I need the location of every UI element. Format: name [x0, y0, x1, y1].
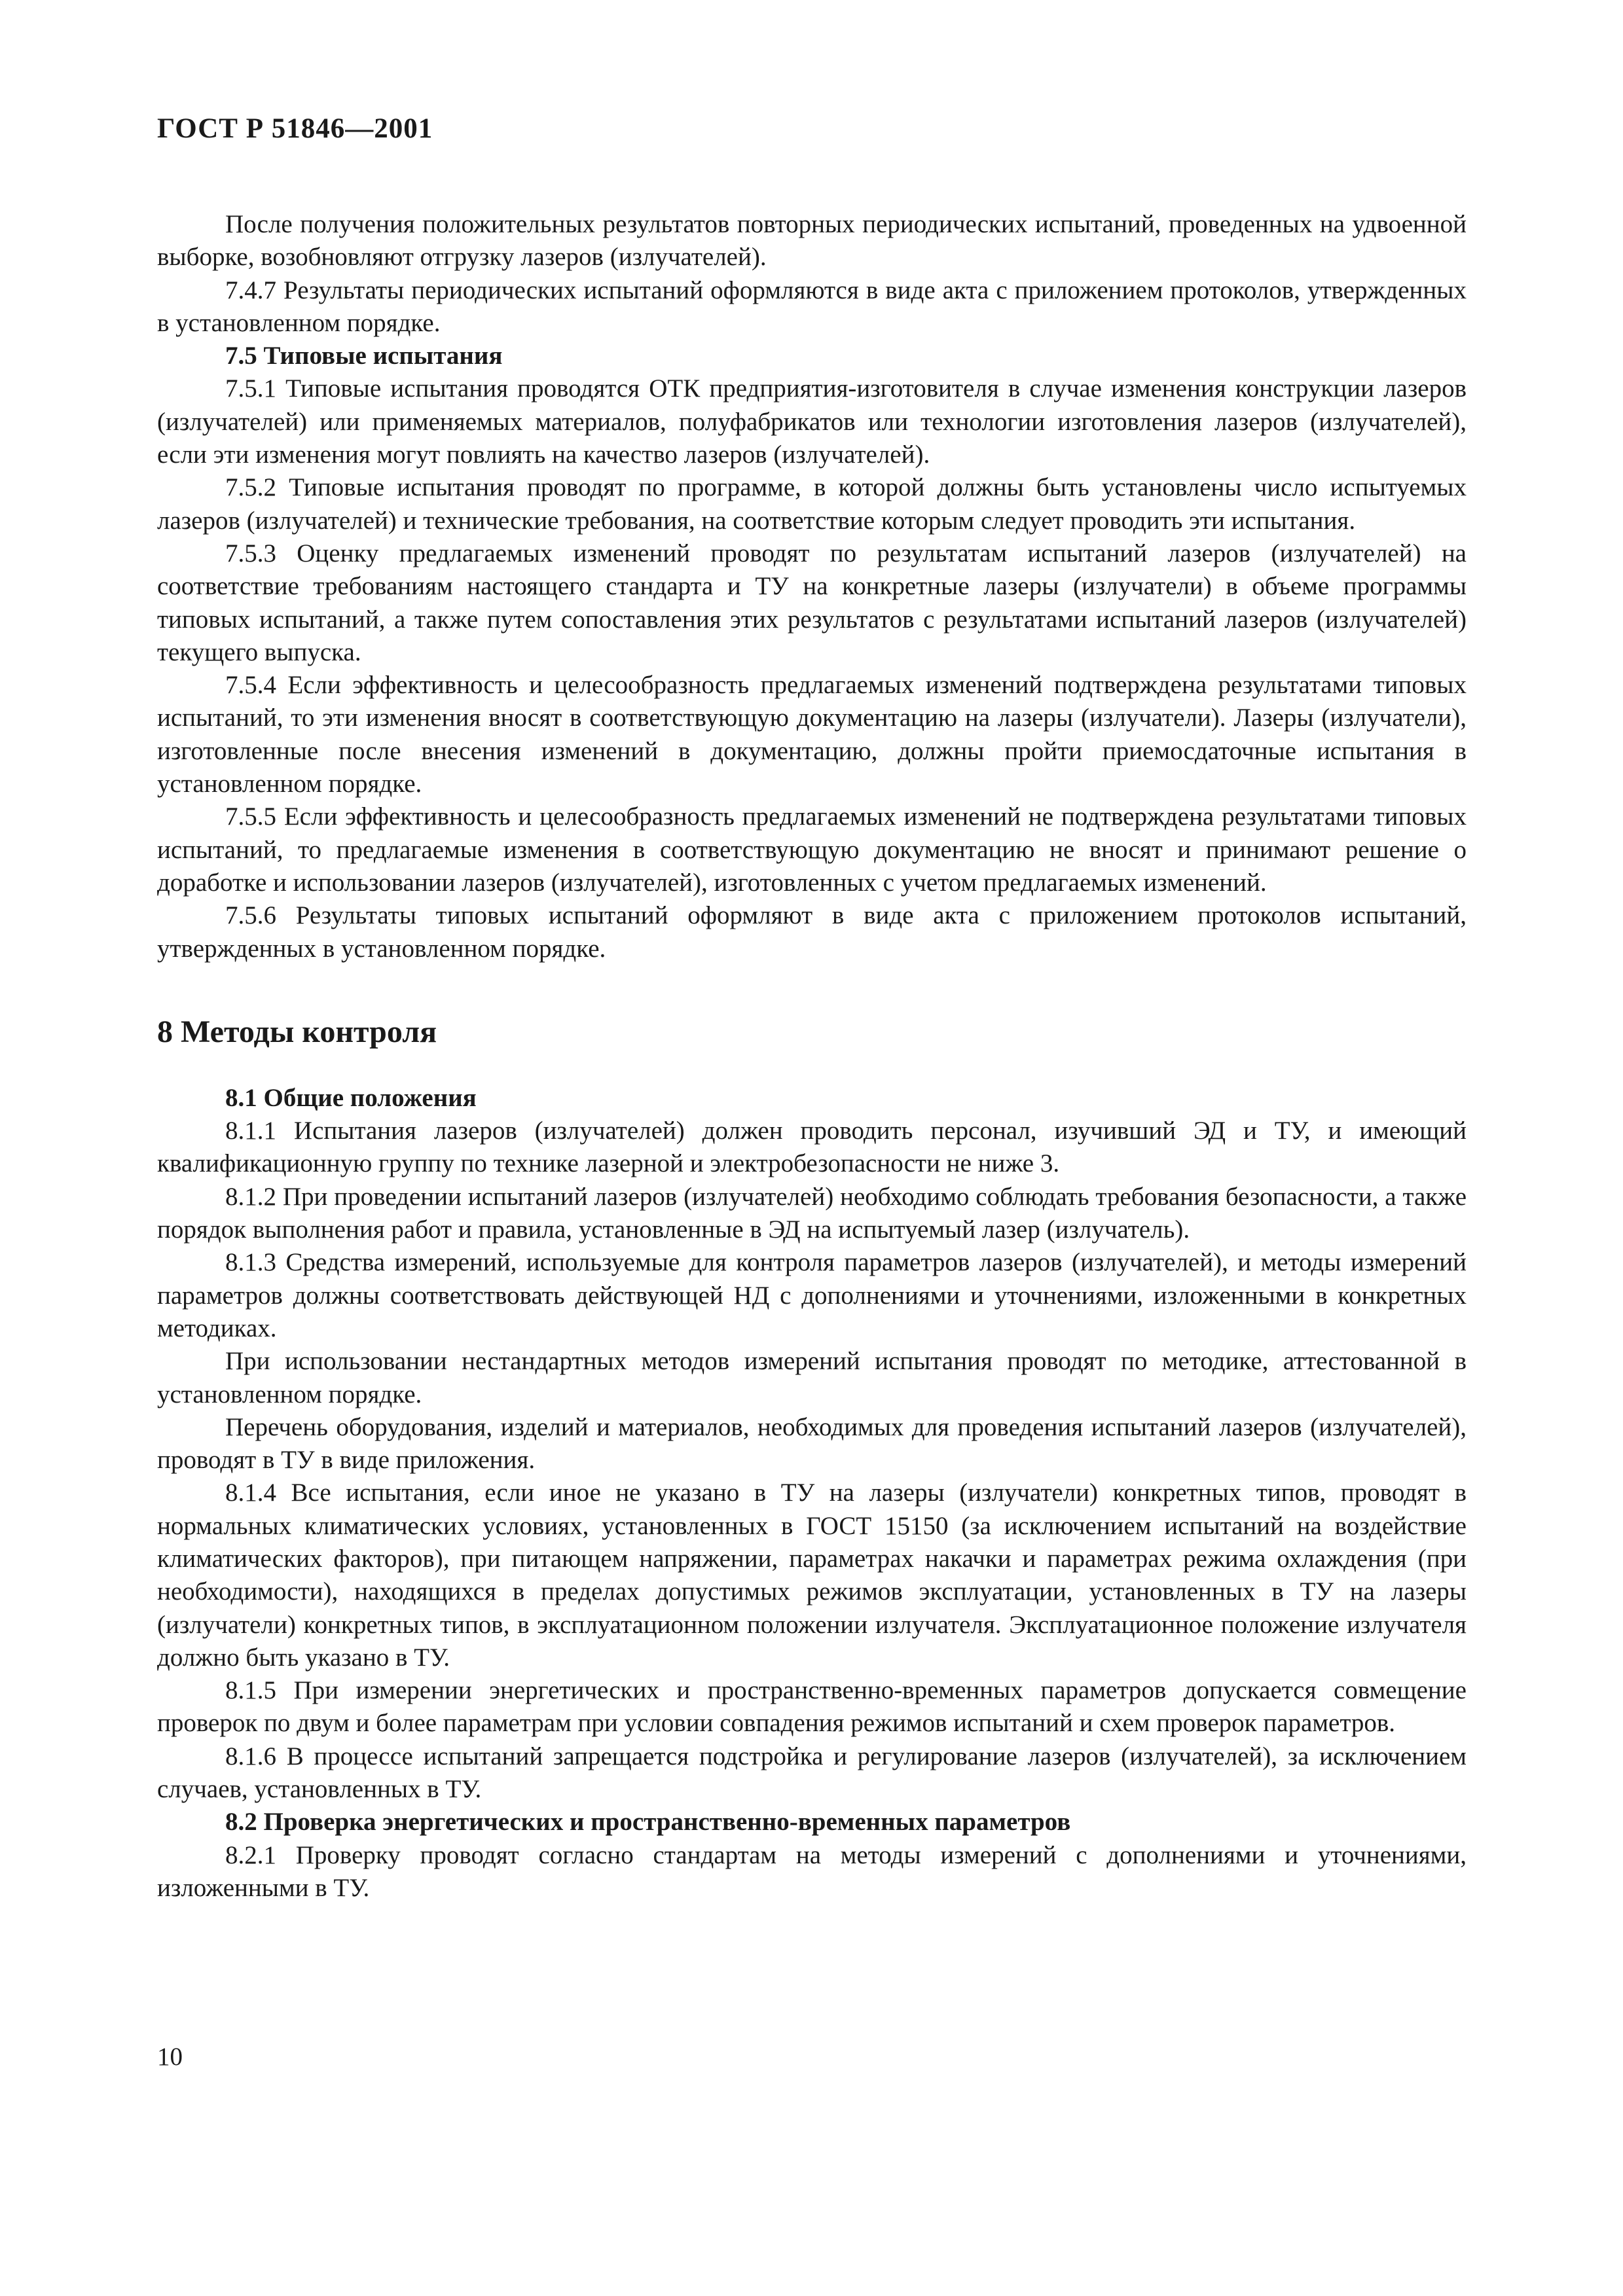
- section-heading-8: 8 Методы контроля: [157, 1014, 437, 1049]
- subsection-heading-8-2: 8.2 Проверка энергетических и пространственно-временных параметров: [225, 1808, 1071, 1837]
- paragraph-shipment-resume: После получения положительных результатов повторных периодических испытаний, проведенных на удвоенной выборке, возобновляют отгрузку лазеров (излучателей).: [157, 210, 1467, 272]
- paragraph-8-1-5: 8.1.5 При измерении энергетических и пространственно-временных параметров допускается совмещение проверок по двум и более параметрам при условии совпадения режимов испытаний и схем проверок параметров.: [157, 1676, 1467, 1738]
- paragraph-7-5-5: 7.5.5 Если эффективность и целесообразность предлагаемых изменений не подтверждена результатами типовых испытаний, то предлагаемые изменения в соответствующую документацию не вносят и принимают решение о доработке и использовании лазеров (излучателей), изготовленных с учетом предлагаемых изменений.: [157, 802, 1467, 897]
- document-number: ГОСТ Р 51846—2001: [157, 113, 433, 144]
- page-number: 10: [157, 2043, 183, 2071]
- paragraph-7-4-7: 7.4.7 Результаты периодических испытаний оформляются в виде акта с приложением протоколов, утвержденных в установленном порядке.: [157, 276, 1467, 337]
- paragraph-7-5-1: 7.5.1 Типовые испытания проводятся ОТК предприятия-изготовителя в случае изменения конструкции лазеров (излучателей) или применяемых материалов, полуфабрикатов или технологии изготовления лазеров (излучателей), если эти изменения могут повлиять на качество лазеров (излучателей).: [157, 374, 1467, 469]
- subsection-heading-7-5: 7.5 Типовые испытания: [225, 342, 503, 370]
- paragraph-8-2-1: 8.2.1 Проверку проводят согласно стандартам на методы измерений с дополнениями и уточнениями, изложенными в ТУ.: [157, 1840, 1467, 1902]
- paragraph-7-5-2: 7.5.2 Типовые испытания проводят по программе, в которой должны быть установлены число испытуемых лазеров (излучателей) и технические требования, на соответствие которым следует проводить эти испытания.: [157, 473, 1467, 535]
- paragraph-8-1-6: 8.1.6 В процессе испытаний запрещается подстройка и регулирование лазеров (излучателей), за исключением случаев, установленных в ТУ.: [157, 1742, 1467, 1804]
- paragraph-8-1-4: 8.1.4 Все испытания, если иное не указано в ТУ на лазеры (излучатели) конкретных типов, проводят в нормальных климатических условиях, установленных в ГОСТ 15150 (за исключением испытаний на воздействие климатических факторов), при питающем напряжении, параметрах накачки и параметрах режима охлаждения (при необходимости), находящихся в пределах допустимых режимов эксплуатации, установленных в ТУ на лазеры (излучатели) конкретных типов, в эксплуатационном положении излучателя. Эксплуатационное положение излучателя должно быть указано в ТУ.: [157, 1479, 1467, 1672]
- paragraph-equipment-list: Перечень оборудования, изделий и материалов, необходимых для проведения испытаний лазеров (излучателей), проводят в ТУ в виде приложения.: [157, 1412, 1467, 1475]
- paragraph-7-5-6: 7.5.6 Результаты типовых испытаний оформляют в виде акта с приложением протоколов испытаний, утвержденных в установленном порядке.: [157, 901, 1467, 963]
- paragraph-8-1-2: 8.1.2 При проведении испытаний лазеров (излучателей) необходимо соблюдать требования безопасности, а также порядок выполнения работ и правила, установленные в ЭД на испытуемый лазер (излучатель).: [157, 1182, 1467, 1244]
- paragraph-8-1-1: 8.1.1 Испытания лазеров (излучателей) должен проводить персонал, изучивший ЭД и ТУ, и имеющий квалификационную группу по технике лазерной и электробезопасности не ниже 3.: [157, 1117, 1467, 1178]
- paragraph-7-5-3: 7.5.3 Оценку предлагаемых изменений проводят по результатам испытаний лазеров (излучателей) на соответствие требованиям настоящего стандарта и ТУ на конкретные лазеры (излучатели) в объеме программы типовых испытаний, а также путем сопоставления этих результатов с результатами испытаний лазеров (излучателей) текущего выпуска.: [157, 539, 1467, 666]
- subsection-heading-8-1: 8.1 Общие положения: [225, 1083, 477, 1112]
- paragraph-8-1-3: 8.1.3 Средства измерений, используемые для контроля параметров лазеров (излучателей), и методы измерений параметров должны соответствовать действующей НД с дополнениями и уточнениями, изложенными в конкретных методиках.: [157, 1248, 1467, 1342]
- document-body: [157, 208, 1467, 1905]
- paragraph-7-5-4: 7.5.4 Если эффективность и целесообразность предлагаемых изменений подтверждена результатами типовых испытаний, то эти изменения вносят в соответствующую документацию на лазеры (излучатели). Лазеры (излучатели), изготовленные после внесения изменений в документацию, должны пройти приемосдаточные испытания в установленном порядке.: [157, 671, 1467, 798]
- paragraph-nonstandard-methods: При использовании нестандартных методов измерений испытания проводят по методике, аттестованной в установленном порядке.: [157, 1347, 1467, 1408]
